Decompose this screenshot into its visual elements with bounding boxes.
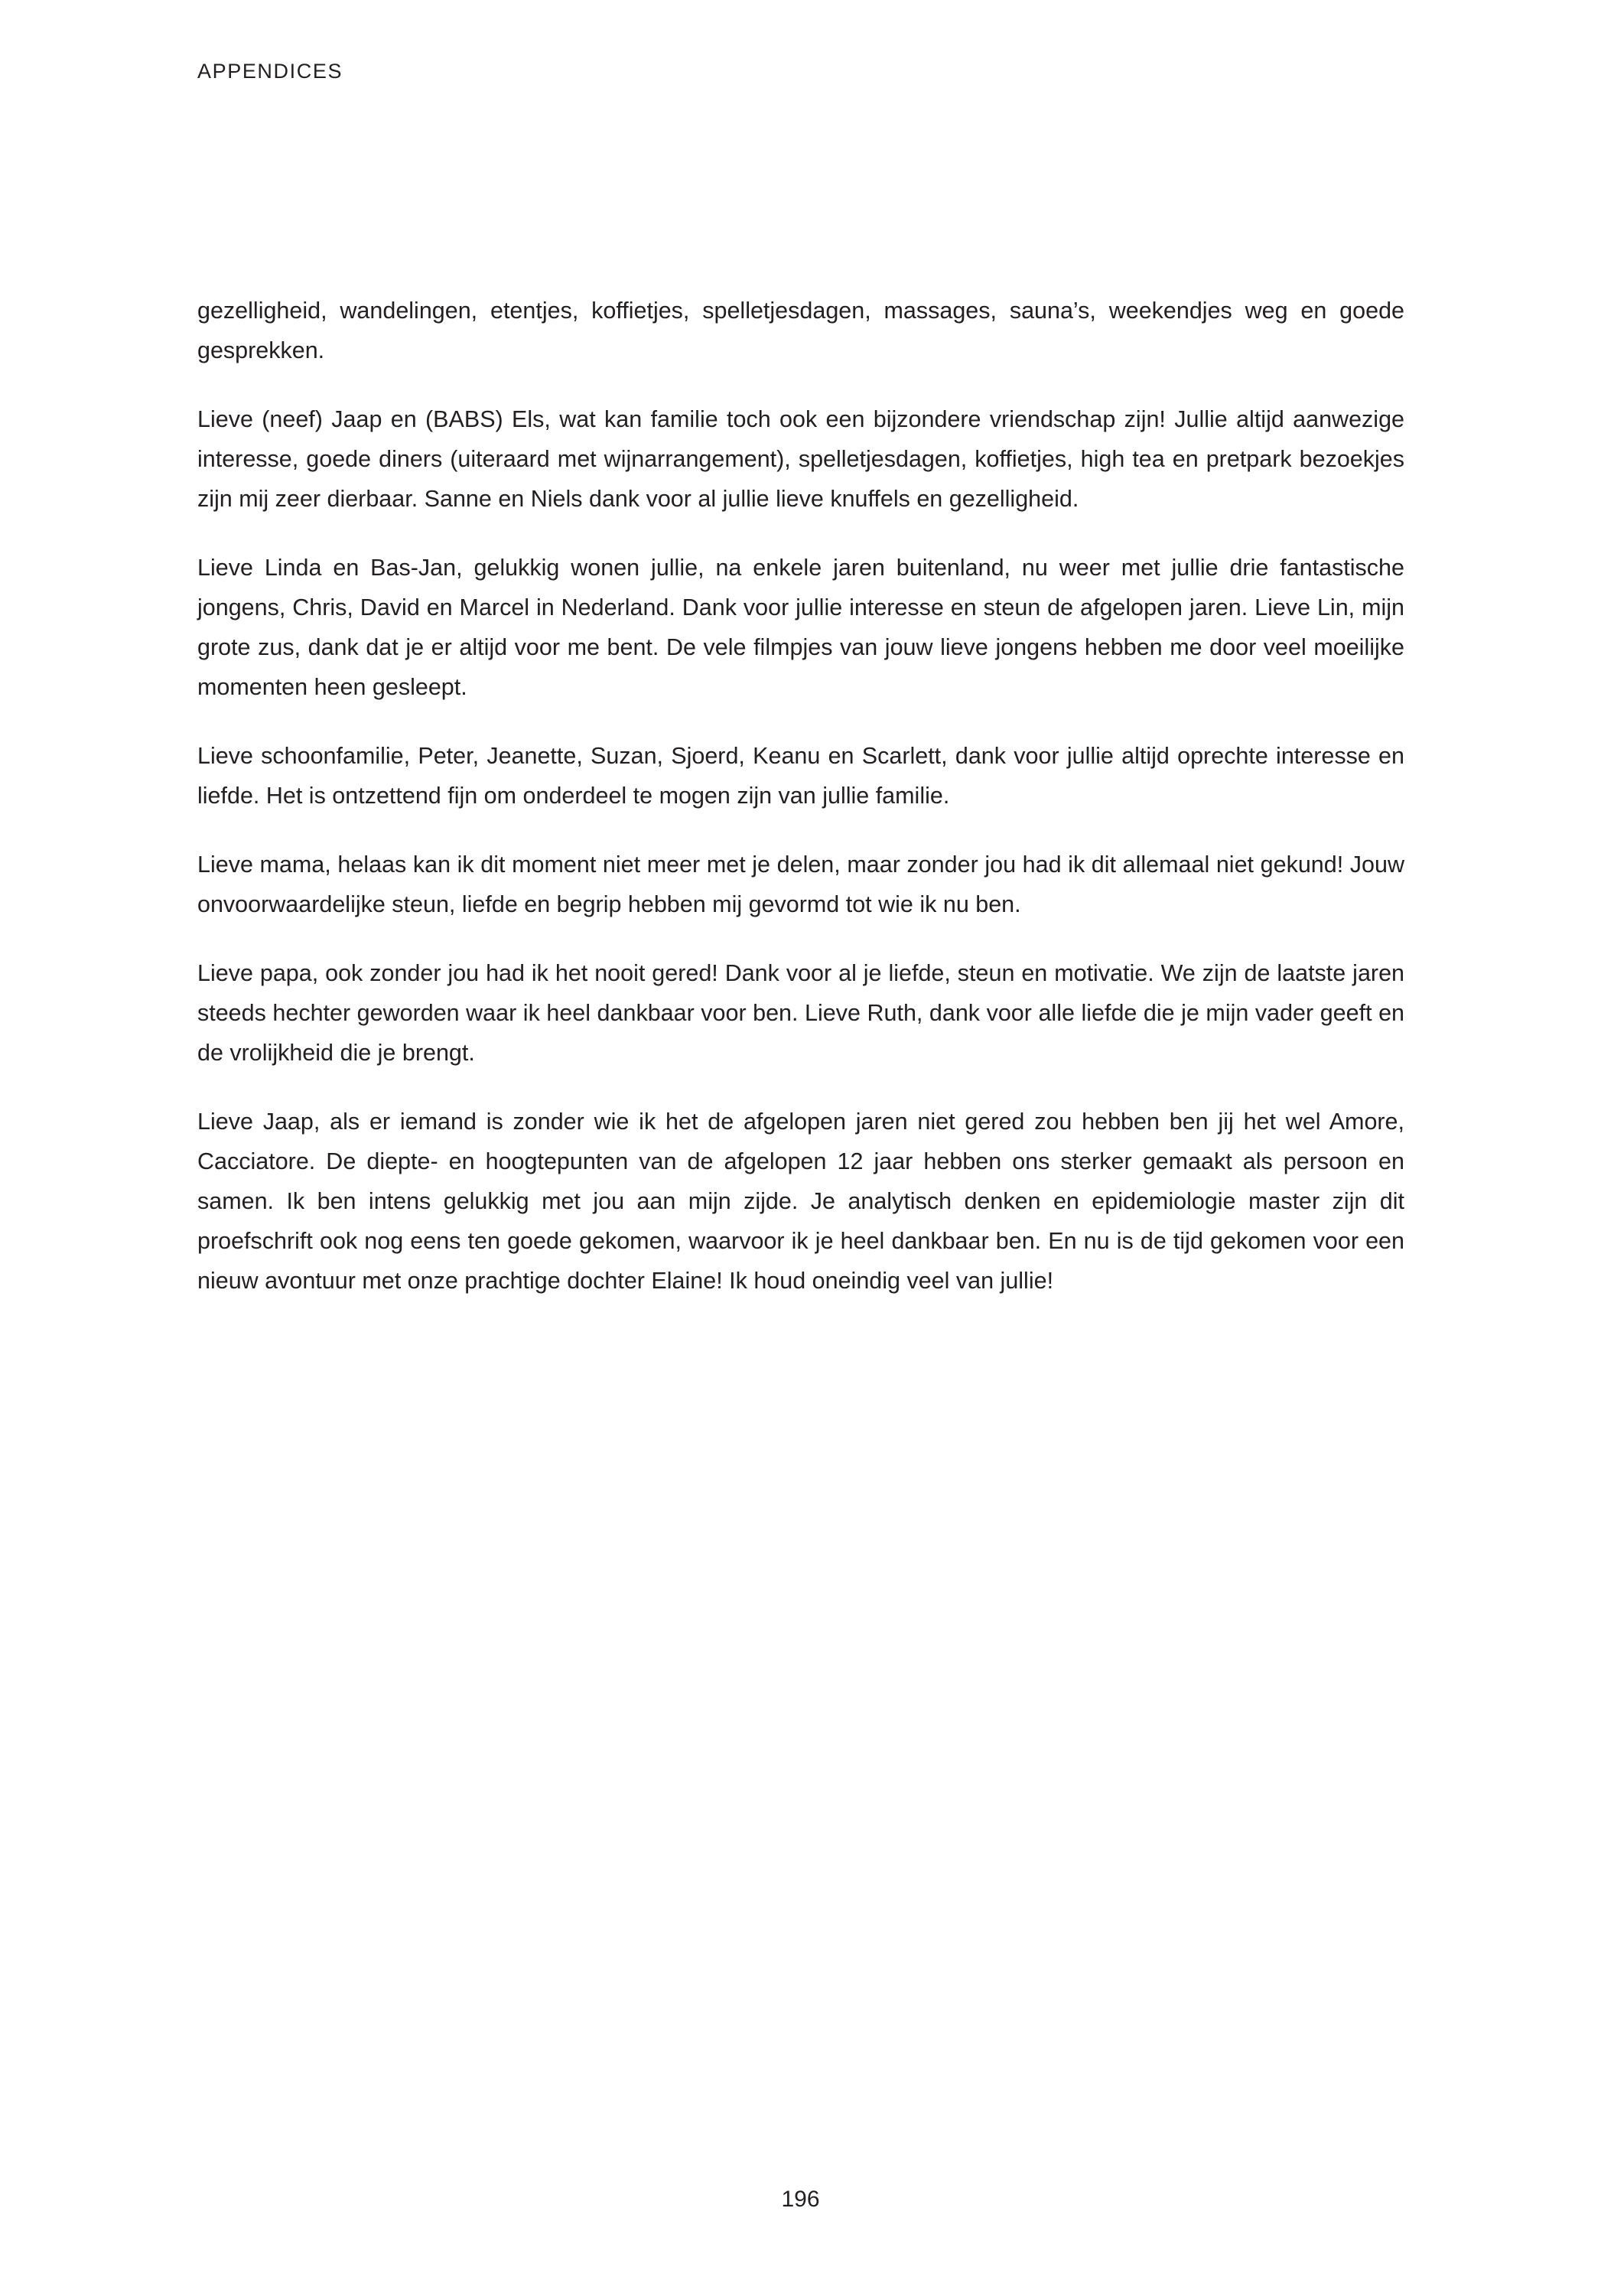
paragraph: Lieve schoonfamilie, Peter, Jeanette, Suzan, Sjoerd, Keanu en Scarlett, dank voor jullie altijd oprechte interesse en liefde. Het is ontzettend fijn om onderdeel te mogen zijn van jullie familie. [197, 743, 1404, 809]
body-text-column [197, 291, 1404, 1301]
paragraph: gezelligheid, wandelingen, etentjes, koffietjes, spelletjesdagen, massages, sauna’s, weekendjes weg en goede gesprekken. [197, 298, 1404, 363]
paragraph: Lieve Linda en Bas-Jan, gelukkig wonen jullie, na enkele jaren buitenland, nu weer met jullie drie fantastische jongens, Chris, David en Marcel in Nederland. Dank voor jullie interesse en steun de afgelopen jaren. Lieve Lin, mijn grote zus, dank dat je er altijd voor me bent. De vele filmpjes van jouw lieve jongens hebben me door veel moeilijke momenten heen gesleept. [197, 555, 1404, 700]
paragraph: Lieve papa, ook zonder jou had ik het nooit gered! Dank voor al je liefde, steun en motivatie. We zijn de laatste jaren steeds hechter geworden waar ik heel dankbaar voor ben. Lieve Ruth, dank voor alle liefde die je mijn vader geeft en de vrolijkheid die je brengt. [197, 960, 1404, 1066]
paragraph: Lieve Jaap, als er iemand is zonder wie ik het de afgelopen jaren niet gered zou hebben ben jij het wel Amore, Cacciatore. De diepte- en hoogtepunten van de afgelopen 12 jaar hebben ons sterker gemaakt als persoon en samen. Ik ben intens gelukkig met jou aan mijn zijde. Je analytisch denken en epidemiologie master zijn dit proefschrift ook nog eens ten goede gekomen, waarvoor ik je heel dankbaar ben. En nu is de tijd gekomen voor een nieuw avontuur met onze prachtige dochter Elaine! Ik houd oneindig veel van jullie! [197, 1109, 1404, 1294]
paragraph: Lieve (neef) Jaap en (BABS) Els, wat kan familie toch ook een bijzondere vriendschap zijn! Jullie altijd aanwezige interesse, goede diners (uiteraard met wijnarrangement), spelletjesdagen, koffietjes, high tea en pretpark bezoekjes zijn mij zeer dierbaar. Sanne en Niels dank voor al jullie lieve knuffels en gezelligheid. [197, 406, 1404, 512]
running-head: APPENDICES [197, 60, 343, 83]
page-number: 196 [781, 2187, 820, 2212]
paragraph: Lieve mama, helaas kan ik dit moment niet meer met je delen, maar zonder jou had ik dit allemaal niet gekund! Jouw onvoorwaardelijke steun, liefde en begrip hebben mij gevormd tot wie ik nu ben. [197, 852, 1404, 917]
